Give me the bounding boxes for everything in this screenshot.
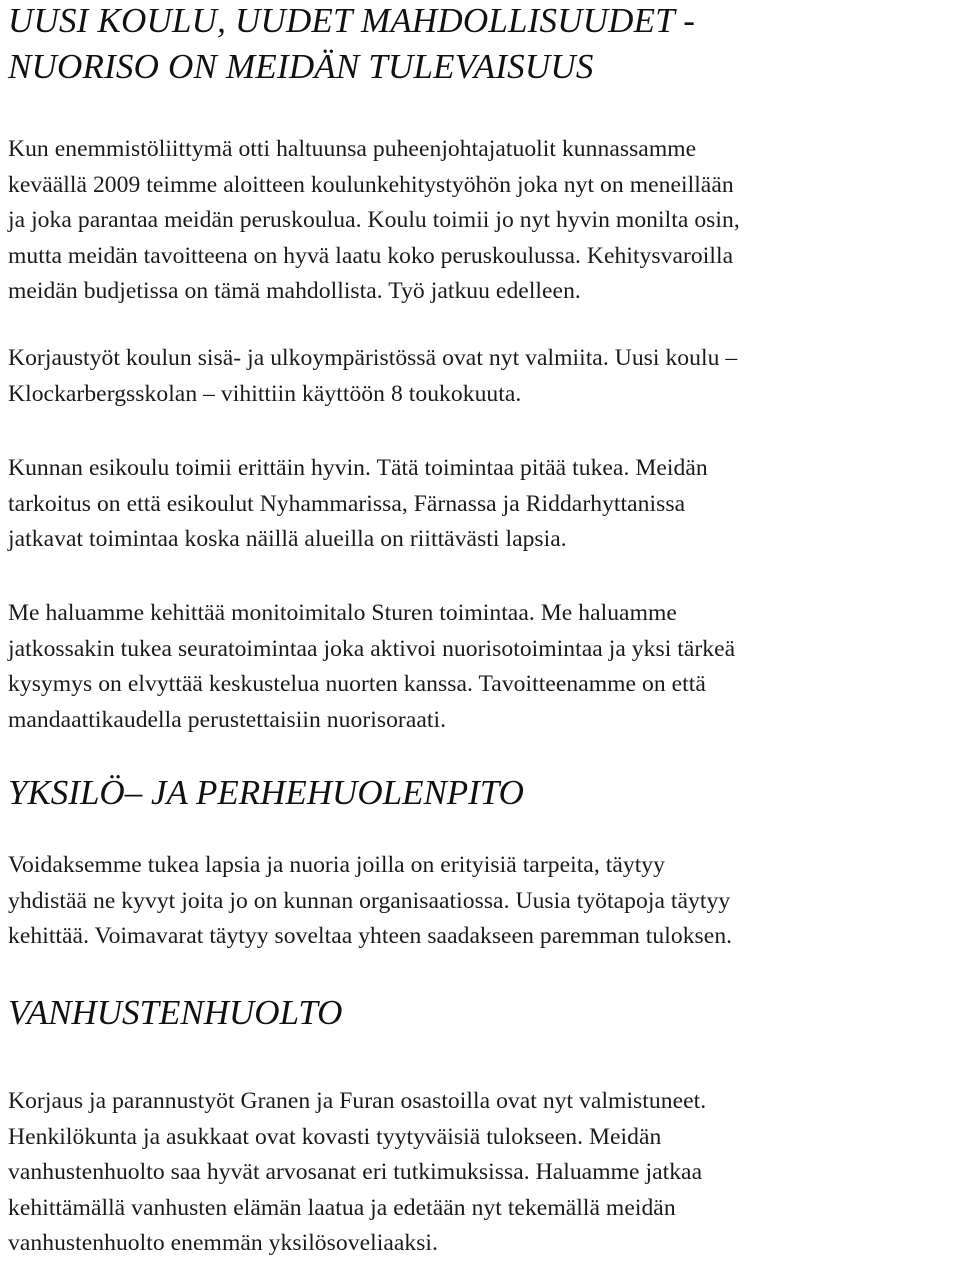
- paragraph-preschool: [8, 451, 708, 558]
- paragraph-line: Henkilökunta ja asukkaat ovat kovasti tyytyväisiä tulokseen. Meidän: [8, 1123, 662, 1150]
- paragraph-line: keväällä 2009 teimme aloitteen koulunkehitystyöhön joka nyt on meneillään: [8, 171, 734, 198]
- paragraph-line: kehittää. Voimavarat täytyy soveltaa yhteen saadakseen paremman tuloksen.: [8, 923, 733, 949]
- paragraph-line: jatkossakin tukea seuratoimintaa joka aktivoi nuorisotoimintaa ja yksi tärkeä: [8, 635, 736, 662]
- paragraph-line: Kunnan esikoulu toimii erittäin hyvin. Tätä toimintaa pitää tukea. Meidän: [8, 455, 708, 481]
- paragraph-line: mutta meidän tavoitteena on hyvä laatu koko peruskoulussa. Kehitysvaroilla: [8, 242, 734, 269]
- paragraph-line: Korjaus ja parannustyöt Granen ja Furan osastoilla ovat nyt valmistuneet.: [8, 1088, 707, 1114]
- paragraph-line: Me haluamme kehittää monitoimitalo Sturen toimintaa. Me haluamme: [8, 600, 677, 626]
- main-heading-line-1: UUSI KOULU, UUDET MAHDOLLISUUDET -: [8, 1, 696, 40]
- paragraph-youth: [8, 596, 735, 738]
- paragraph-line: vanhustenhuolto saa hyvät arvosanat eri tutkimuksissa. Haluamme jatkaa: [8, 1159, 703, 1185]
- paragraph-line: vanhustenhuolto enemmän yksilösoveliaaksi.: [8, 1230, 438, 1256]
- paragraph-renovation: [8, 341, 737, 412]
- paragraph-line: Korjaustyöt koulun sisä- ja ulkoympäristössä ovat nyt valmiita. Uusi koulu –: [8, 345, 738, 371]
- paragraph-special-needs: [8, 848, 732, 955]
- paragraph-line: mandaattikaudella perustettaisiin nuorisoraati.: [8, 706, 447, 733]
- paragraph-line: meidän budjetissa on tämä mahdollista. Työ jatkuu edelleen.: [8, 278, 581, 304]
- paragraph-line: Voidaksemme tukea lapsia ja nuoria joilla on erityisiä tarpeita, täytyy: [8, 852, 665, 878]
- paragraph-line: jatkavat toimintaa koska näillä alueilla on riittävästi lapsia.: [8, 526, 567, 552]
- paragraph-school-development: [8, 132, 740, 310]
- paragraph-line: Kun enemmistöliittymä otti haltuunsa puheenjohtajatuolit kunnassamme: [8, 136, 697, 162]
- heading-family-care: YKSILÖ– JA PERHEHUOLENPITO: [8, 773, 524, 812]
- paragraph-line: yhdistää ne kyvyt joita jo on kunnan organisaatiossa. Uusia työtapoja täytyy: [8, 887, 731, 914]
- main-heading-line-2: NUORISO ON MEIDÄN TULEVAISUUS: [8, 47, 594, 86]
- paragraph-line: ja joka parantaa meidän peruskoulua. Koulu toimii jo nyt hyvin monilta osin,: [8, 207, 740, 233]
- main-heading: [8, 0, 695, 90]
- paragraph-line: kysymys on elvyttää keskustelua nuorten kanssa. Tavoitteenamme on että: [8, 671, 706, 697]
- paragraph-line: tarkoitus on että esikoulut Nyhammarissa, Färnassa ja Riddarhyttanissa: [8, 490, 686, 517]
- paragraph-elderly-care: [8, 1084, 706, 1262]
- paragraph-line: kehittämällä vanhusten elämän laatua ja edetään nyt tekemällä meidän: [8, 1194, 676, 1221]
- heading-elderly-care: VANHUSTENHUOLTO: [8, 993, 343, 1032]
- paragraph-line: Klockarbergsskolan – vihittiin käyttöön 8 toukokuuta.: [8, 380, 522, 407]
